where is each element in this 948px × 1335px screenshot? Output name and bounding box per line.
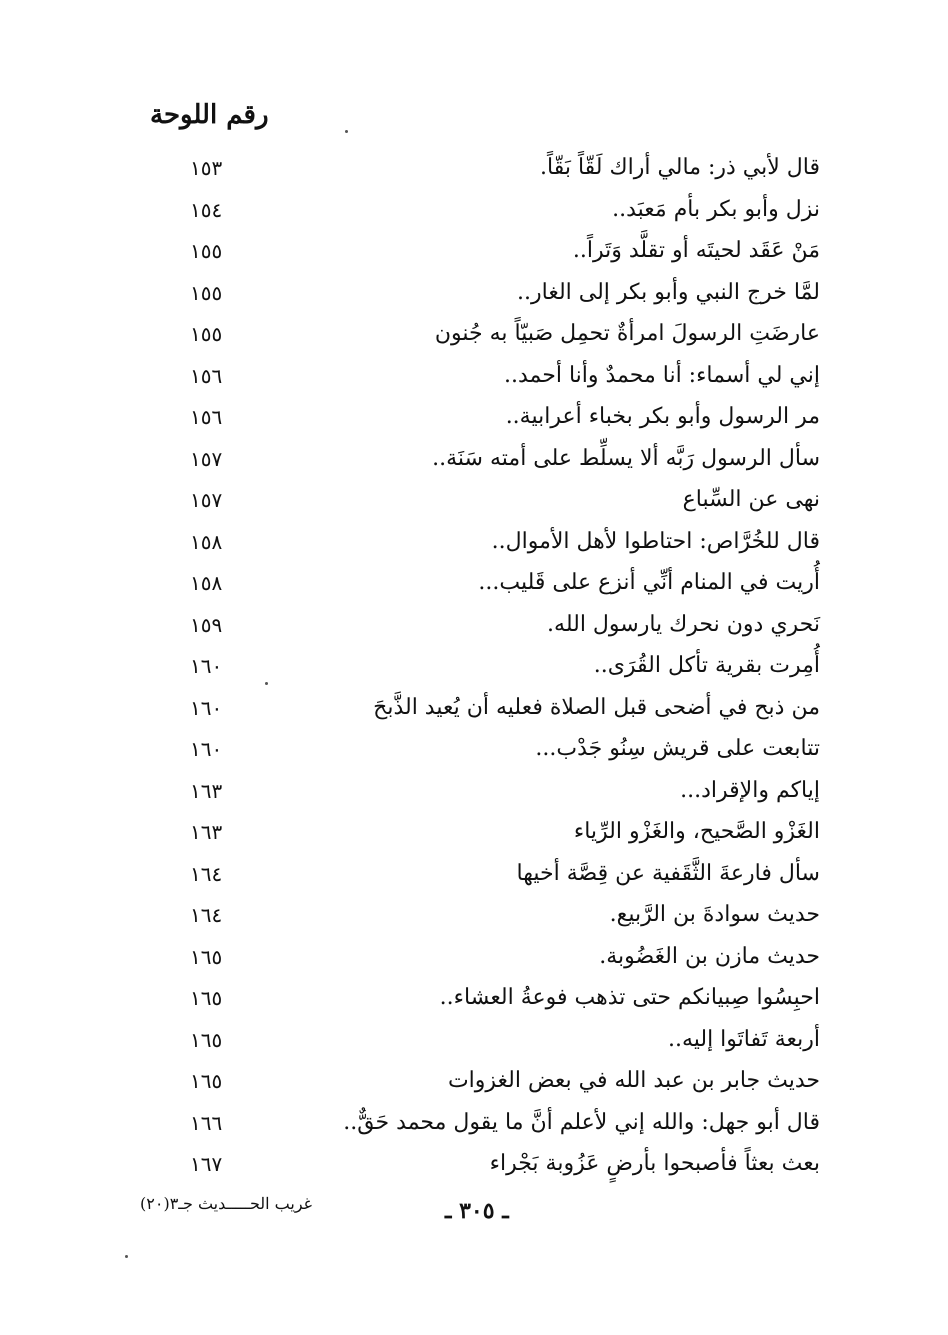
entry-page-number: ١٥٥ (190, 239, 223, 263)
entry-title: الغَزْو الصَّحيح، والغَزْو الرِّياء (573, 819, 820, 844)
scan-speck (265, 682, 268, 685)
entry-page-number: ١٦٠ (190, 695, 223, 720)
entry-page-number: ١٥٤ (190, 197, 223, 222)
entry-title: إياكم والإقراد... (680, 777, 820, 803)
entry-title: عارضَتِ الرسولَ امرأةٌ تحمِل صَبيّاً به جُنون (434, 321, 820, 346)
entry-page-number: ١٥٩ (190, 612, 223, 637)
index-row (0, 1020, 948, 1062)
entry-title: أربعة تَفاتَوا إليه.. (667, 1026, 820, 1052)
entry-page-number: ١٥٦ (190, 363, 223, 388)
entry-title: حديث مازن بن الغَضُوبة. (599, 943, 820, 969)
index-row (0, 190, 948, 232)
entry-title: قال أبو جهل: والله إني لأعلم أنَّ ما يقول محمد حَقٌّ.. (343, 1109, 820, 1135)
entry-page-number: ١٥٥ (190, 280, 223, 305)
index-row (0, 439, 948, 481)
entry-title: سأل الرسول رَبَّه ألا يسلِّط على أمته سَنَة.. (432, 445, 820, 471)
entry-page-number: ١٦٠ (190, 737, 223, 761)
entry-page-number: ١٥٨ (190, 529, 223, 554)
book-reference: غريب الحـــــديث جـ٣(٢٠) (140, 1194, 313, 1213)
entry-page-number: ١٥٧ (190, 488, 223, 512)
index-row (0, 356, 948, 398)
entry-page-number: ١٦٧ (190, 1152, 223, 1176)
index-row (0, 812, 948, 854)
entry-page-number: ١٥٧ (190, 446, 223, 471)
entry-title: نَحري دون نحرك يارسول الله. (547, 611, 820, 637)
entry-title: نزل وأبو بكر بأم مَعبَد.. (612, 196, 820, 222)
index-row (0, 273, 948, 315)
index-row (0, 646, 948, 688)
index-row (0, 231, 948, 273)
index-row (0, 522, 948, 564)
entry-title: حديث جابر بن عبد الله في بعض الغزوات (447, 1068, 820, 1093)
entry-title: لمَّا خرج النبي وأبو بكر إلى الغار.. (517, 279, 820, 305)
scan-speck (345, 130, 348, 133)
entry-page-number: ١٦٣ (190, 778, 223, 803)
entry-title: احبِسُوا صِبيانكم حتى تذهب فوعةُ العشاء.. (439, 985, 820, 1010)
entry-title: قال لأبي ذر: مالي أراك لَقّاً بَقّاً. (540, 155, 820, 180)
entry-page-number: ١٦٠ (190, 654, 223, 678)
index-row (0, 978, 948, 1020)
entry-title: مر الرسول وأبو بكر بخباء أعرابية.. (505, 404, 820, 429)
entry-page-number: ١٦٤ (190, 861, 223, 886)
entry-title: إني لي أسماء: أنا محمدٌ وأنا أحمد.. (503, 362, 820, 388)
entry-title: تتابعت على قريش سِنُو جَدْب... (535, 736, 820, 761)
index-row (0, 854, 948, 896)
index-row (0, 729, 948, 771)
entry-title: سأل فارعةَ الثَّقَفية عن قِصَّة أخيها (516, 860, 820, 886)
index-row (0, 1061, 948, 1103)
entry-page-number: ١٥٥ (190, 322, 223, 346)
page-number-column-header: رقم اللوحة (150, 100, 269, 130)
index-row (0, 148, 948, 190)
index-row (0, 771, 948, 813)
entry-title: من ذبح في أضحى قبل الصلاة فعليه أن يُعيد الذَّبحَ (373, 694, 820, 720)
index-row (0, 937, 948, 979)
entry-title: أُريت في المنام أنِّي أنزع على قَليب... (478, 570, 820, 595)
entry-title: أُمِرت بقرية تأكل القُرَى.. (593, 653, 820, 678)
index-row (0, 1103, 948, 1145)
entry-page-number: ١٦٣ (190, 820, 223, 844)
entry-page-number: ١٦٥ (190, 1069, 223, 1093)
entry-page-number: ١٦٥ (190, 986, 223, 1010)
entry-title: حديث سوادةَ بن الرَّبيع. (609, 902, 820, 927)
index-row (0, 605, 948, 647)
entry-title: بعث بعثاً فأصبحوا بأرضٍ عَزُوبة بَجْراء (489, 1151, 820, 1176)
entry-page-number: ١٥٨ (190, 571, 223, 595)
entry-title: قال للخُرَّاص: احتاطوا لأهل الأموال.. (491, 528, 820, 554)
index-row (0, 314, 948, 356)
index-row (0, 563, 948, 605)
page-number: ـ ٣٠٥ ـ (445, 1198, 509, 1224)
index-row (0, 1144, 948, 1186)
entry-page-number: ١٦٥ (190, 944, 223, 969)
entry-title: نهى عن السِّباع (682, 487, 820, 512)
index-row (0, 397, 948, 439)
index-row (0, 480, 948, 522)
entry-page-number: ١٦٥ (190, 1027, 223, 1052)
scan-speck (125, 1255, 128, 1258)
entry-page-number: ١٥٣ (190, 156, 223, 180)
index-row (0, 895, 948, 937)
index-row (0, 688, 948, 730)
entry-page-number: ١٦٤ (190, 903, 223, 927)
entry-title: مَنْ عَقَد لحيتَه أو تقلَّد وَتَراً.. (572, 238, 820, 263)
entry-page-number: ١٥٦ (190, 405, 223, 429)
entry-page-number: ١٦٦ (190, 1110, 223, 1135)
